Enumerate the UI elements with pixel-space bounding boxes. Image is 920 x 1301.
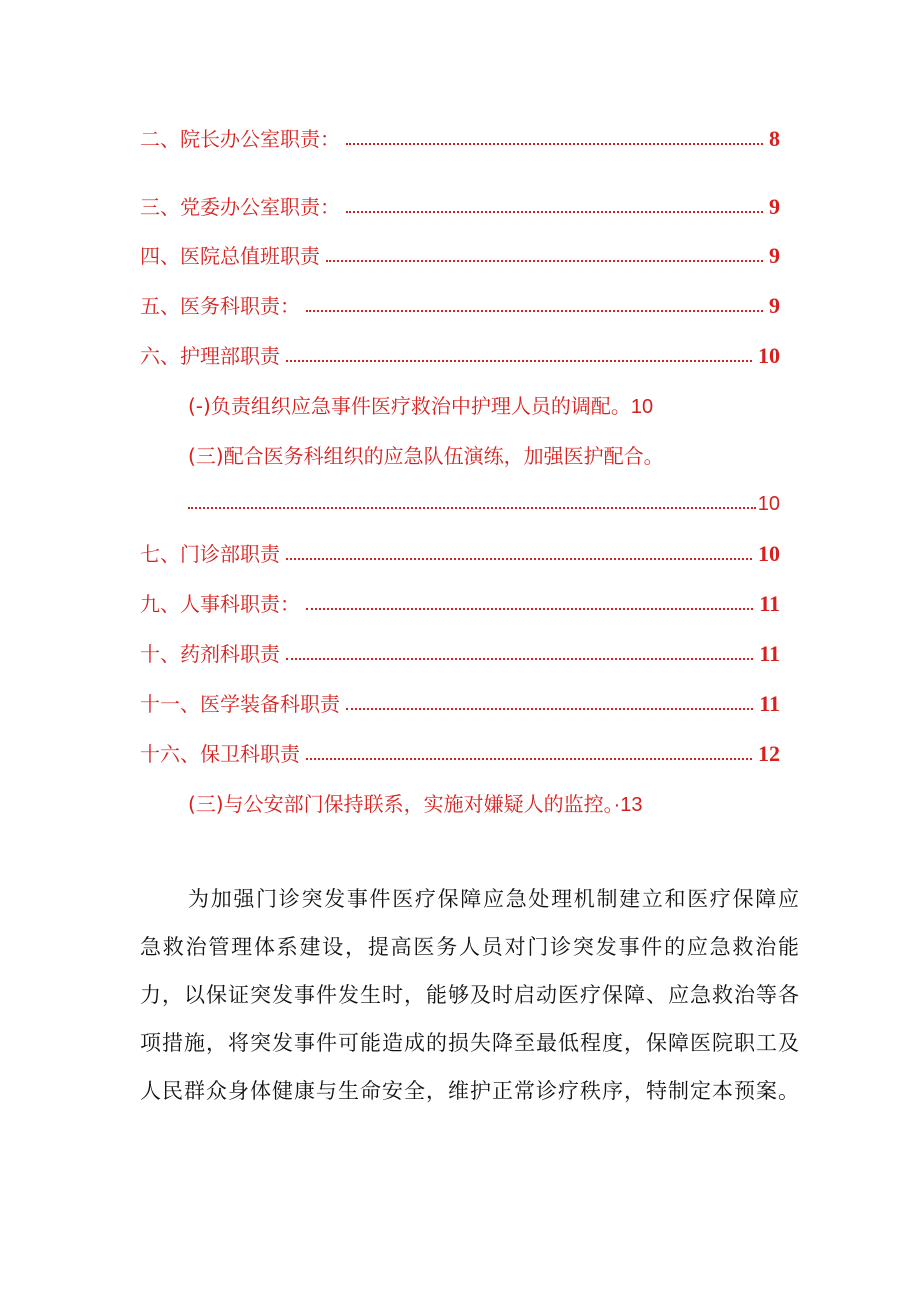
toc-leader-dots — [306, 310, 763, 312]
toc-entry-title: (三)与公安部门保持联系，实施对嫌疑人的监控。 — [188, 792, 614, 816]
toc-subentry-drill-leader[interactable] — [188, 482, 780, 516]
toc-entry-duty[interactable] — [140, 235, 780, 269]
toc-entry-title: 三、党委办公室职责： — [140, 195, 340, 219]
toc-entry-personnel[interactable] — [140, 583, 780, 617]
toc-leader-dots — [306, 758, 752, 760]
toc-entry-page: 11 — [759, 641, 780, 666]
toc-entry-page: 8 — [769, 126, 780, 151]
toc-entry-party-office[interactable] — [140, 186, 780, 220]
toc-leader-dots — [306, 608, 753, 610]
toc-leader-dots — [346, 143, 763, 145]
toc-entry-title: 十六、保卫科职责 — [140, 742, 300, 766]
toc-entry-title: (三)配合医务科组织的应急队伍演练，加强医护配合。 — [188, 444, 664, 468]
toc-leader-dots — [286, 558, 752, 560]
toc-entry-page: 10 — [758, 541, 780, 566]
toc-entry-page: 11 — [759, 591, 780, 616]
toc-entry-medical-affairs[interactable] — [140, 285, 780, 319]
toc-entry-nursing[interactable] — [140, 335, 780, 369]
toc-entry-president-office[interactable] — [140, 118, 780, 152]
toc-leader-dots — [346, 708, 753, 710]
toc-subentry-drill[interactable] — [188, 440, 664, 469]
toc-entry-title: 四、医院总值班职责 — [140, 244, 320, 268]
toc-leader-dots — [286, 360, 752, 362]
toc-entry-page: 9 — [769, 293, 780, 318]
toc-entry-page: 9 — [769, 194, 780, 219]
toc-leader-dots — [286, 658, 753, 660]
intro-paragraph: 为加强门诊突发事件医疗保障应急处理机制建立和医疗保障应急救治管理体系建设，提高医务人员对门诊突发事件的应急救治能力，以保证突发事件发生时，能够及时启动医疗保障、应急救治等各项措施，将突发事件可能造成的损失降至最低程度，保障医院职工及人民群众身体健康与生命安全，维护正常诊疗秩序，特制定本预案。 — [140, 887, 800, 1103]
toc-entry-equipment[interactable] — [140, 683, 780, 717]
toc-subentry-police-liaison[interactable] — [188, 788, 643, 817]
toc-entry-title: 九、人事科职责： — [140, 592, 300, 616]
toc-entry-title: (-)负责组织应急事件医疗救治中护理人员的调配。 — [188, 394, 631, 418]
toc-entry-title: 十一、医学装备科职责 — [140, 692, 340, 716]
toc-entry-outpatient[interactable] — [140, 533, 780, 567]
toc-entry-title: 五、医务科职责： — [140, 294, 300, 318]
toc-entry-page: 10 — [630, 396, 654, 418]
toc-entry-page: ·13 — [613, 794, 643, 816]
toc-entry-page: 11 — [759, 691, 780, 716]
toc-subentry-nursing-deploy[interactable] — [188, 390, 653, 419]
toc-entry-title: 二、院长办公室职责： — [140, 127, 340, 151]
toc-entry-page: 10 — [758, 343, 780, 368]
toc-leader-dots — [188, 507, 756, 509]
toc-entry-pharmacy[interactable] — [140, 633, 780, 667]
toc-entry-page: 9 — [769, 243, 780, 268]
toc-entry-title: 六、护理部职责 — [140, 344, 280, 368]
toc-entry-page: 10 — [757, 493, 780, 515]
toc-entry-title: 十、药剂科职责 — [140, 642, 280, 666]
toc-leader-dots — [346, 211, 763, 213]
toc-entry-page: 12 — [758, 741, 780, 766]
toc-entry-title: 七、门诊部职责 — [140, 542, 280, 566]
toc-entry-security[interactable] — [140, 733, 780, 767]
toc-leader-dots — [326, 260, 763, 262]
